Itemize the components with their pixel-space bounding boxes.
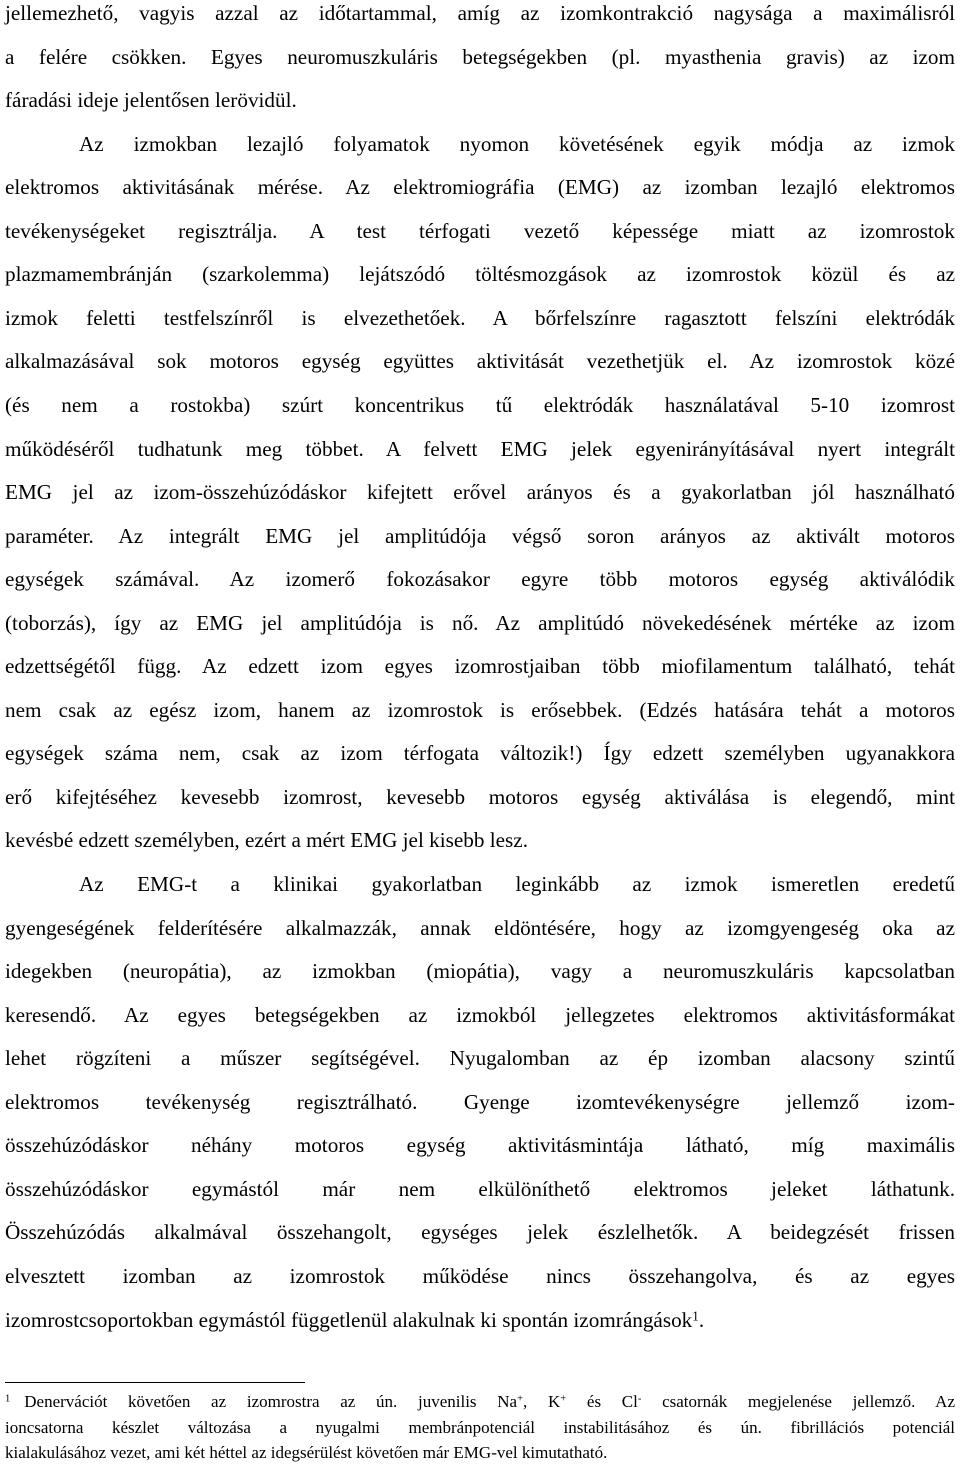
body-line: Az EMG-t a klinikai gyakorlatban leginkább az izmok ismeretlen eredetű: [79, 872, 955, 896]
body-line: keresendő. Az egyes betegségekben az izmokból jellegzetes elektromos aktivitásformákat: [5, 1002, 955, 1027]
body-line: összehúzódáskor néhány motoros egység aktivitásmintája látható, míg maximális: [5, 1133, 955, 1158]
body-line: egységek számával. Az izomerő fokozásakor egyre több motoros egység aktiválódik: [5, 567, 955, 592]
body-line: a felére csökken. Egyes neuromuszkuláris betegségekben (pl. myasthenia gravis) az izom: [5, 44, 955, 69]
body-line: fáradási ideje jelentősen lerövidül.: [5, 88, 297, 113]
footnote-separator: [5, 1382, 305, 1383]
body-line: nem csak az egész izom, hanem az izomrostok is erősebbek. (Edzés hatására tehát a motoros: [5, 697, 955, 722]
body-line: (toborzás), így az EMG jel amplitúdója is nő. Az amplitúdó növekedésének mértéke az izom: [5, 610, 955, 635]
body-line: kevésbé edzett személyben, ezért a mért EMG jel kisebb lesz.: [5, 828, 528, 853]
body-line: erő kifejtéséhez kevesebb izomrost, kevesebb motoros egység aktiválása is elegendő, mint: [5, 784, 955, 809]
footnote-line-2: ioncsatorna készlet változása a nyugalmi membránpotenciál instabilitásához és ún. fibrillációs potenciál: [5, 1418, 955, 1437]
body-line: Az izmokban lezajló folyamatok nyomon követésének egyik módja az izmok: [79, 131, 955, 156]
body-line: paraméter. Az integrált EMG jel amplitúdója végső soron arányos az aktivált motoros: [5, 523, 955, 548]
body-line: plazmamembránján (szarkolemma) lejátszódó töltésmozgások az izomrostok közül és az: [5, 262, 955, 287]
footnote-number: 1: [5, 1393, 11, 1405]
body-line: lehet rögzíteni a műszer segítségével. Nyugalomban az ép izomban alacsony szintű: [5, 1046, 955, 1071]
body-line: jellemezhető, vagyis azzal az időtartammal, amíg az izomkontrakció nagysága a maximálisról: [5, 1, 955, 25]
footnote-line-1: $^1$ Denervációt követően az izomrostra az ún. juvenilis Na+, K+ és Cl- csatornák megjelenése jellemző. Az: [5, 1392, 955, 1411]
body-line: elektromos aktivitásának mérése. Az elektromiográfia (EMG) az izomban lezajló elektromos: [5, 175, 955, 200]
body-line: idegekben (neuropátia), az izmokban (miopátia), vagy a neuromuszkuláris kapcsolatban: [5, 959, 955, 984]
body-line: elvesztett izomban az izomrostok működése nincs összehangolva, és az egyes: [5, 1263, 955, 1288]
footnote-text-a: Denervációt követően az izomrostra az ún. juvenilis Na: [24, 1392, 518, 1411]
body-line: alkalmazásával sok motoros egység együttes aktivitását vezethetjük el. Az izomrostok közé: [5, 349, 955, 374]
body-line: gyengeségének felderítésére alkalmazzák, annak eldöntésére, hogy az izomgyengeség oka az: [5, 915, 955, 940]
body-line: edzettségétől függ. Az edzett izom egyes izomrostjaiban több miofilamentum található, tehát: [5, 654, 955, 679]
body-line: egységek száma nem, csak az izom térfogata változik!) Így edzett személyben ugyanakkora: [5, 741, 955, 766]
sentence-period: .: [698, 1307, 705, 1332]
body-line: izmok feletti testfelszínről is elvezethetőek. A bőrfelszínre ragasztott felszíni elektródák: [5, 305, 955, 330]
body-line: (és nem a rostokba) szúrt koncentrikus tű elektródák használatával 5-10 izomrost: [5, 392, 955, 417]
footnote-line-3: kialakulásához vezet, ami két héttel az idegsérülést követően már EMG-vel kimutatható.: [5, 1443, 608, 1462]
body-line: EMG jel az izom-összehúzódáskor kifejtett erővel arányos és a gyakorlatban jól használható: [5, 480, 955, 505]
body-line: összehúzódáskor egymástól már nem elkülöníthető elektromos jeleket láthatunk.: [5, 1176, 955, 1201]
body-line: működéséről tudhatunk meg többet. A felvett EMG jelek egyenirányításával nyert integrált: [5, 436, 955, 461]
body-line: tevékenységeket regisztrálja. A test térfogati vezető képessége miatt az izomrostok: [5, 218, 955, 243]
footnote-reference[interactable]: 1: [692, 1307, 699, 1323]
body-line: elektromos tevékenység regisztrálható. Gyenge izomtevékenységre jellemző izom-: [5, 1089, 955, 1114]
body-line: [5, 1307, 955, 1333]
body-line-text: izomrostcsoportokban egymástól függetlenül alakulnak ki spontán izomrángások: [5, 1307, 693, 1332]
body-line: Összehúzódás alkalmával összehangolt, egységes jelek észlelhetők. A beidegzését frissen: [5, 1220, 955, 1245]
